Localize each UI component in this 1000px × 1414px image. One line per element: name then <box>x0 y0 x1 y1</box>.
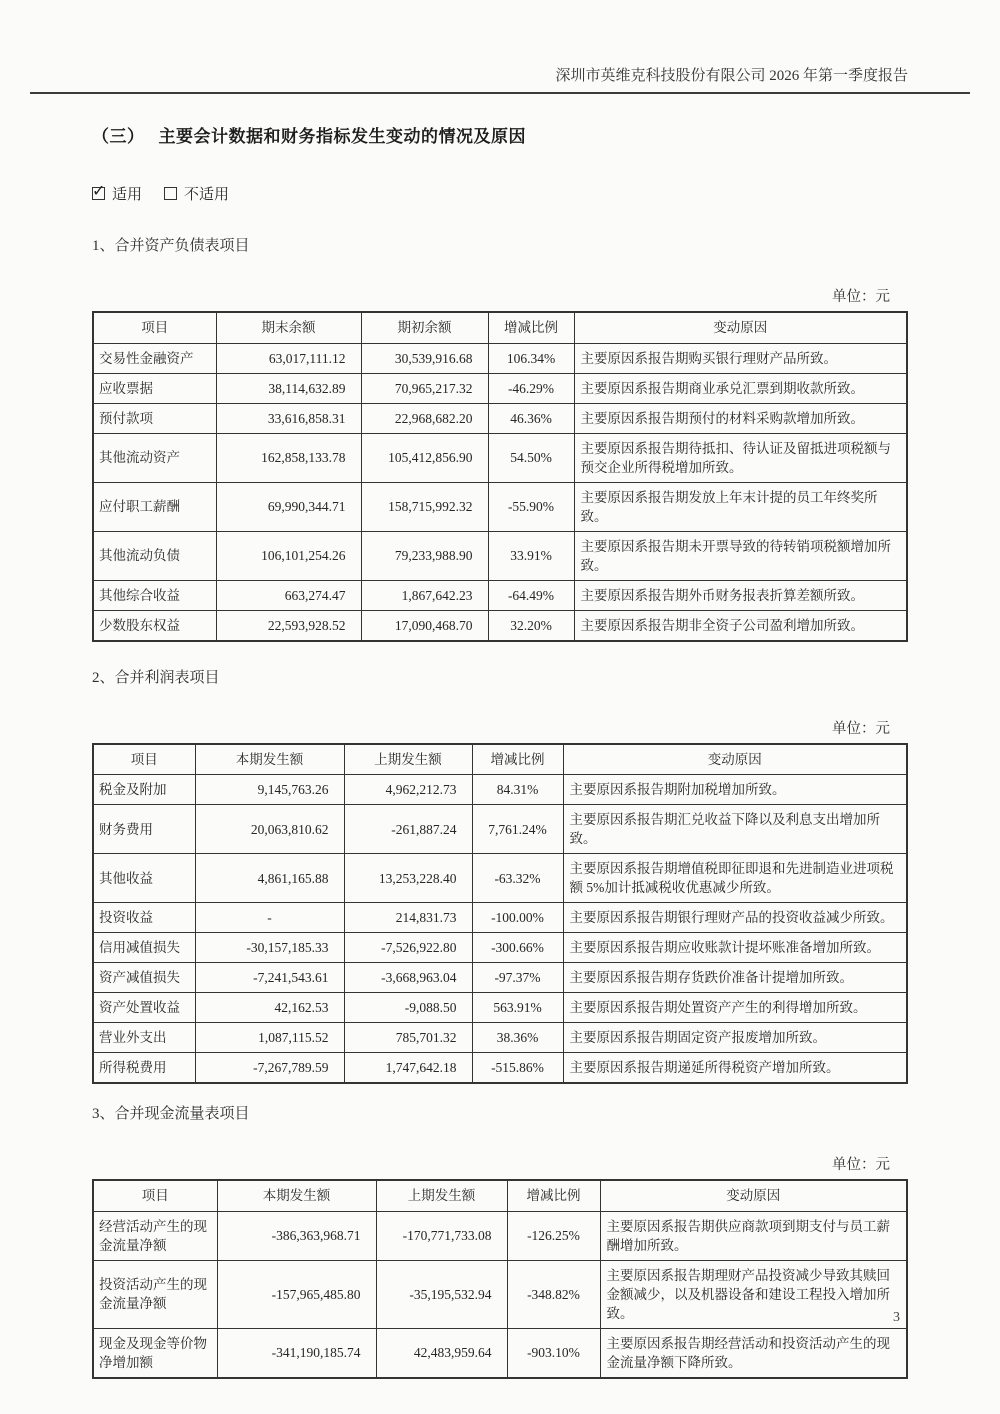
ratio-cell: -100.00% <box>472 903 563 933</box>
ratio-cell: -348.82% <box>507 1260 600 1328</box>
reason-cell: 主要原因系报告期递延所得税资产增加所致。 <box>563 1053 907 1084</box>
reason-cell: 主要原因系报告期未开票导致的待转销项税额增加所致。 <box>574 531 907 580</box>
table-caption-income-statement: 2、合并利润表项目 <box>92 669 220 686</box>
column-header: 增减比例 <box>507 1180 600 1211</box>
amount-cell: 30,539,916.68 <box>361 343 488 373</box>
amount-cell: -7,241,543.61 <box>195 963 344 993</box>
amount-cell: 13,253,228.40 <box>344 854 472 903</box>
item-cell: 资产处置收益 <box>93 993 195 1023</box>
reason-cell: 主要原因系报告期经营活动和投资活动产生的现金流量净额下降所致。 <box>600 1328 907 1378</box>
amount-cell: -7,267,789.59 <box>195 1053 344 1084</box>
column-header: 项目 <box>93 1180 217 1211</box>
column-header: 项目 <box>93 312 216 343</box>
item-cell: 现金及现金等价物净增加额 <box>93 1328 217 1378</box>
ratio-cell: -64.49% <box>488 580 574 610</box>
reason-cell: 主要原因系报告期非全资子公司盈利增加所致。 <box>574 610 907 641</box>
column-header: 增减比例 <box>472 744 563 775</box>
item-cell: 营业外支出 <box>93 1023 195 1053</box>
item-cell: 应付职工薪酬 <box>93 482 216 531</box>
amount-cell: -35,195,532.94 <box>376 1260 507 1328</box>
page-number: 3 <box>893 1310 900 1325</box>
ratio-cell: 32.20% <box>488 610 574 641</box>
amount-cell: 663,274.47 <box>216 580 361 610</box>
section-heading <box>92 122 908 147</box>
amount-cell: 162,858,133.78 <box>216 433 361 482</box>
amount-cell: -341,190,185.74 <box>217 1328 376 1378</box>
amount-cell: 63,017,111.12 <box>216 343 361 373</box>
amount-cell: 4,962,212.73 <box>344 775 472 805</box>
amount-cell: 1,747,642.18 <box>344 1053 472 1084</box>
amount-cell: 106,101,254.26 <box>216 531 361 580</box>
table-row <box>93 1023 907 1053</box>
column-header: 期初余额 <box>361 312 488 343</box>
item-cell: 其他流动负债 <box>93 531 216 580</box>
item-cell: 交易性金融资产 <box>93 343 216 373</box>
amount-cell: 69,990,344.71 <box>216 482 361 531</box>
amount-cell: 33,616,858.31 <box>216 403 361 433</box>
column-header: 上期发生额 <box>344 744 472 775</box>
table-header-row <box>93 1180 907 1211</box>
reason-cell: 主要原因系报告期附加税增加所致。 <box>563 775 907 805</box>
item-cell: 资产减值损失 <box>93 963 195 993</box>
reason-cell: 主要原因系报告期预付的材料采购款增加所致。 <box>574 403 907 433</box>
table-caption-balance-sheet: 1、合并资产负债表项目 <box>92 238 250 254</box>
reason-cell: 主要原因系报告期处置资产产生的利得增加所致。 <box>563 993 907 1023</box>
reason-cell: 主要原因系报告期汇兑收益下降以及利息支出增加所致。 <box>563 805 907 854</box>
table-row <box>93 963 907 993</box>
not-applicable-label: 不适用 <box>184 187 230 203</box>
page-content <box>92 122 908 1379</box>
ratio-cell: -300.66% <box>472 933 563 963</box>
amount-cell: -9,088.50 <box>344 993 472 1023</box>
item-cell: 税金及附加 <box>93 775 195 805</box>
amount-cell: 158,715,992.32 <box>361 482 488 531</box>
reason-cell: 主要原因系报告期理财产品投资减少导致其赎回金额减少，以及机器设备和建设工程投入增加所致。 <box>600 1260 907 1328</box>
reason-cell: 主要原因系报告期银行理财产品的投资收益减少所致。 <box>563 903 907 933</box>
check-icon: ✓ <box>92 181 106 200</box>
ratio-cell: 38.36% <box>472 1023 563 1053</box>
ratio-cell: 46.36% <box>488 403 574 433</box>
ratio-cell: 7,761.24% <box>472 805 563 854</box>
column-header: 期末余额 <box>216 312 361 343</box>
amount-cell: - <box>195 903 344 933</box>
amount-cell: 9,145,763.26 <box>195 775 344 805</box>
amount-cell: -261,887.24 <box>344 805 472 854</box>
amount-cell: -7,526,922.80 <box>344 933 472 963</box>
column-header: 变动原因 <box>563 744 907 775</box>
document-header <box>30 64 970 94</box>
item-cell: 其他流动资产 <box>93 433 216 482</box>
amount-cell: -170,771,733.08 <box>376 1211 507 1260</box>
column-header: 本期发生额 <box>217 1180 376 1211</box>
table-header-row <box>93 744 907 775</box>
unit-label: 单位：元 <box>832 720 890 737</box>
amount-cell: 17,090,468.70 <box>361 610 488 641</box>
column-header: 上期发生额 <box>376 1180 507 1211</box>
ratio-cell: 106.34% <box>488 343 574 373</box>
table-row <box>93 403 907 433</box>
item-cell: 投资活动产生的现金流量净额 <box>93 1260 217 1328</box>
amount-cell: 105,412,856.90 <box>361 433 488 482</box>
ratio-cell: -55.90% <box>488 482 574 531</box>
amount-cell: 1,087,115.52 <box>195 1023 344 1053</box>
table-row <box>93 903 907 933</box>
amount-cell: 20,063,810.62 <box>195 805 344 854</box>
ratio-cell: 33.91% <box>488 531 574 580</box>
ratio-cell: 563.91% <box>472 993 563 1023</box>
ratio-cell: -515.86% <box>472 1053 563 1084</box>
cash-flow-items-table <box>92 1179 908 1379</box>
item-cell: 少数股东权益 <box>93 610 216 641</box>
amount-cell: -3,668,963.04 <box>344 963 472 993</box>
reason-cell: 主要原因系报告期应收账款计提坏账准备增加所致。 <box>563 933 907 963</box>
amount-cell: -386,363,968.71 <box>217 1211 376 1260</box>
column-header: 增减比例 <box>488 312 574 343</box>
table-row <box>93 1053 907 1084</box>
table-row <box>93 343 907 373</box>
item-cell: 财务费用 <box>93 805 195 854</box>
applicable-label: 适用 <box>112 187 143 203</box>
not-applicable-checkbox-empty <box>164 187 177 200</box>
table-row <box>93 433 907 482</box>
ratio-cell: -63.32% <box>472 854 563 903</box>
item-cell: 应收票据 <box>93 373 216 403</box>
reason-cell: 主要原因系报告期存货跌价准备计提增加所致。 <box>563 963 907 993</box>
table-row <box>93 1260 907 1328</box>
income-statement-items-table <box>92 743 908 1085</box>
table-row <box>93 805 907 854</box>
reason-cell: 主要原因系报告期增值税即征即退和先进制造业进项税额 5%加计抵减税收优惠减少所致。 <box>563 854 907 903</box>
table-row <box>93 1328 907 1378</box>
item-cell: 投资收益 <box>93 903 195 933</box>
amount-cell: 785,701.32 <box>344 1023 472 1053</box>
amount-cell: 22,593,928.52 <box>216 610 361 641</box>
table-row <box>93 482 907 531</box>
applicable-checkbox-checked <box>92 181 106 200</box>
amount-cell: 1,867,642.23 <box>361 580 488 610</box>
reason-cell: 主要原因系报告期待抵扣、待认证及留抵进项税额与预交企业所得税增加所致。 <box>574 433 907 482</box>
balance-sheet-items-table <box>92 311 908 642</box>
item-cell: 其他综合收益 <box>93 580 216 610</box>
ratio-cell: -126.25% <box>507 1211 600 1260</box>
reason-cell: 主要原因系报告期发放上年末计提的员工年终奖所致。 <box>574 482 907 531</box>
column-header: 变动原因 <box>600 1180 907 1211</box>
table-row <box>93 580 907 610</box>
table-header-row <box>93 312 907 343</box>
table-row <box>93 993 907 1023</box>
table-row <box>93 610 907 641</box>
table-caption-cash-flow: 3、合并现金流量表项目 <box>92 1106 250 1122</box>
ratio-cell: -97.37% <box>472 963 563 993</box>
ratio-cell: 84.31% <box>472 775 563 805</box>
amount-cell: 22,968,682.20 <box>361 403 488 433</box>
column-header: 变动原因 <box>574 312 907 343</box>
item-cell: 所得税费用 <box>93 1053 195 1084</box>
reason-cell: 主要原因系报告期供应商款项到期支付与员工薪酬增加所致。 <box>600 1211 907 1260</box>
amount-cell: 42,483,959.64 <box>376 1328 507 1378</box>
amount-cell: -157,965,485.80 <box>217 1260 376 1328</box>
amount-cell: 214,831.73 <box>344 903 472 933</box>
amount-cell: 79,233,988.90 <box>361 531 488 580</box>
reason-cell: 主要原因系报告期购买银行理财产品所致。 <box>574 343 907 373</box>
amount-cell: -30,157,185.33 <box>195 933 344 963</box>
column-header: 项目 <box>93 744 195 775</box>
ratio-cell: -903.10% <box>507 1328 600 1378</box>
item-cell: 信用减值损失 <box>93 933 195 963</box>
table-row <box>93 854 907 903</box>
table-row <box>93 933 907 963</box>
reason-cell: 主要原因系报告期商业承兑汇票到期收款所致。 <box>574 373 907 403</box>
amount-cell: 4,861,165.88 <box>195 854 344 903</box>
amount-cell: 42,162.53 <box>195 993 344 1023</box>
amount-cell: 70,965,217.32 <box>361 373 488 403</box>
table-row <box>93 531 907 580</box>
item-cell: 其他收益 <box>93 854 195 903</box>
item-cell: 预付款项 <box>93 403 216 433</box>
unit-label: 单位：元 <box>832 1157 890 1173</box>
ratio-cell: -46.29% <box>488 373 574 403</box>
table-row <box>93 775 907 805</box>
reason-cell: 主要原因系报告期固定资产报废增加所致。 <box>563 1023 907 1053</box>
ratio-cell: 54.50% <box>488 433 574 482</box>
table-row <box>93 373 907 403</box>
table-row <box>93 1211 907 1260</box>
company-report-title: 深圳市英维克科技股份有限公司 2026 年第一季度报告 <box>555 68 908 84</box>
section-number: （三） <box>92 127 145 146</box>
applicability-row <box>92 183 908 204</box>
item-cell: 经营活动产生的现金流量净额 <box>93 1211 217 1260</box>
unit-label: 单位：元 <box>832 289 890 305</box>
column-header: 本期发生额 <box>195 744 344 775</box>
amount-cell: 38,114,632.89 <box>216 373 361 403</box>
section-title: 主要会计数据和财务指标发生变动的情况及原因 <box>158 127 526 146</box>
reason-cell: 主要原因系报告期外币财务报表折算差额所致。 <box>574 580 907 610</box>
